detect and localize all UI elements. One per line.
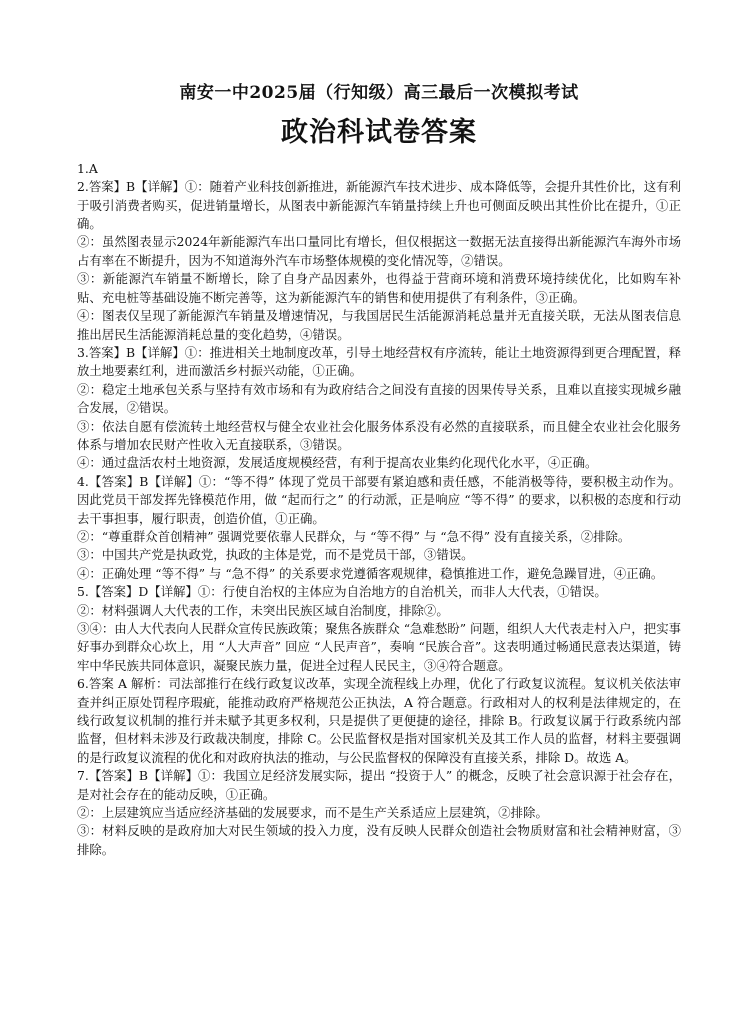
answer-paragraph: ③④：由人大代表向人民群众宣传民族政策；聚焦各族群众 “急难愁盼” 问题，组织人大代表走村入户，把实事好事办到群众心坎上，用 “人大声音” 回应 “人民声音”，奏响 “民族合音”。这表明通过畅通民意表达渠道，铸牢中华民族共同体意识，凝聚民族力量，促进全过程人民民主，③④符合题意。 xyxy=(77,621,681,673)
answer-paragraph: ③：中国共产党是执政党，执政的主体是党，而不是党员干部，③错误。 xyxy=(77,547,474,563)
answer-paragraph: ④：正确处理 “等不得” 与 “急不得” 的关系要求党遵循客观规律，稳慎推进工作，避免急躁冒进，④正确。 xyxy=(77,565,664,581)
answer-paragraph: ④：图表仅呈现了新能源汽车销量及增速情况，与我国居民生活能源消耗总量并无直接关联，无法从图表信息推出居民生活能源消耗总量的变化趋势，④错误。 xyxy=(77,308,681,342)
answer-paragraph: ④：通过盘活农村土地资源，发展适度规模经营，有利于提高农业集约化现代化水平，④正确。 xyxy=(77,455,598,471)
answer-paragraph: ③：新能源汽车销量不断增长，除了自身产品因素外，也得益于营商环境和消费环境持续优化，比如购车补贴、充电桩等基础设施不断完善等，这为新能源汽车的销售和使用提供了有利条件，③正确。 xyxy=(77,271,681,305)
answer-paragraph: ②：材料强调人大代表的工作，未突出民族区域自治制度，排除②。 xyxy=(77,602,449,618)
answer-paragraph: 2.答案】B【详解】①：随着产业科技创新推进，新能源汽车技术进步、成本降低等，会提升其性价比，这有利于吸引消费者购买，促进销量增长，从图表中新能源汽车销量持续上升也可侧面反映出其性价比在提升，①正确。 xyxy=(77,179,681,232)
answer-paragraph: ③：材料反映的是政府加大对民生领域的投入力度，没有反映人民群众创造社会物质财富和社会精神财富，③排除。 xyxy=(77,823,681,857)
answer-paragraph: ②：“尊重群众首创精神” 强调党要依靠人民群众，与 “等不得” 与 “急不得” 没有直接关系，②排除。 xyxy=(77,528,631,544)
answer-paragraph: 3.答案】B【详解】①：推进相关土地制度改革，引导土地经营权有序流转，能让土地资源得到更合理配置，释放土地要素红利，进而激活乡村振兴动能，①正确。 xyxy=(77,344,681,379)
answer-paragraph: 1.A xyxy=(77,160,98,176)
answer-paragraph: ②：上层建筑应当适应经济基础的发展要求，而不是生产关系适应上层建筑，②排除。 xyxy=(77,805,548,821)
answer-paragraph: ③：依法自愿有偿流转土地经营权与健全农业社会化服务体系没有必然的直接联系，而且健全农业社会化服务体系与增加农民财产性收入无直接联系，③错误。 xyxy=(77,418,681,452)
answer-content xyxy=(77,160,681,859)
answer-paragraph: 6.答案 A 解析：司法部推行在线行政复议改革，实现全流程线上办理，优化了行政复议流程。复议机关依法审查并纠正原处罚程序瑕疵，能推动政府严格规范公正执法，A 符合题意。行政相对人的权利是法律规定的，在线行政复议机制的推行并未赋予其更多权利，只是提供了更便捷的途径，排除 B。行政复议属于行政系统内部监督，但材料未涉及行政裁决制度，排除 C。公民监督权是指对国家机关及其工作人员的监督，材料主要强调的是行政复议流程的优化和对政府执法的推动，与公民监督权的保障没有直接关系，排除 D。故选 A。 xyxy=(77,676,681,765)
answer-paragraph: 5.【答案】D【详解】①：行使自治权的主体应为自治地方的自治机关，而非人大代表，①错误。 xyxy=(77,584,607,600)
exam-title: 南安一中2025届（行知级）高三最后一次模拟考试 xyxy=(179,83,579,103)
answer-paragraph: ②：稳定土地承包关系与坚持有效市场和有为政府结合之间没有直接的因果传导关系，且难以直接实现城乡融合发展，②错误。 xyxy=(77,381,681,416)
answer-paragraph: 4.【答案】B【详解】①：“等不得” 体现了党员干部要有紧迫感和责任感，不能消极等待，要积极主动作为。因此党员干部发挥先锋模范作用，做 “起而行之” 的行动派，正是响应 “等不得” 的要求，以积极的态度和行动去干事担事，履行职责，创造价值，①正确。 xyxy=(77,473,681,526)
answer-paragraph: 7.【答案】B【详解】①：我国立足经济发展实际，提出 “投资于人” 的概念，反映了社会意识源于社会存在，是对社会存在的能动反映，①正确。 xyxy=(77,768,681,802)
answer-paragraph: ②：虽然图表显示2024年新能源汽车出口量同比有增长，但仅根据这一数据无法直接得出新能源汽车海外市场占有率在不断提升，因为不知道海外汽车市场整体规模的变化情况等，②错误。 xyxy=(77,234,681,268)
paper-subtitle: 政治科试卷答案 xyxy=(281,117,477,149)
